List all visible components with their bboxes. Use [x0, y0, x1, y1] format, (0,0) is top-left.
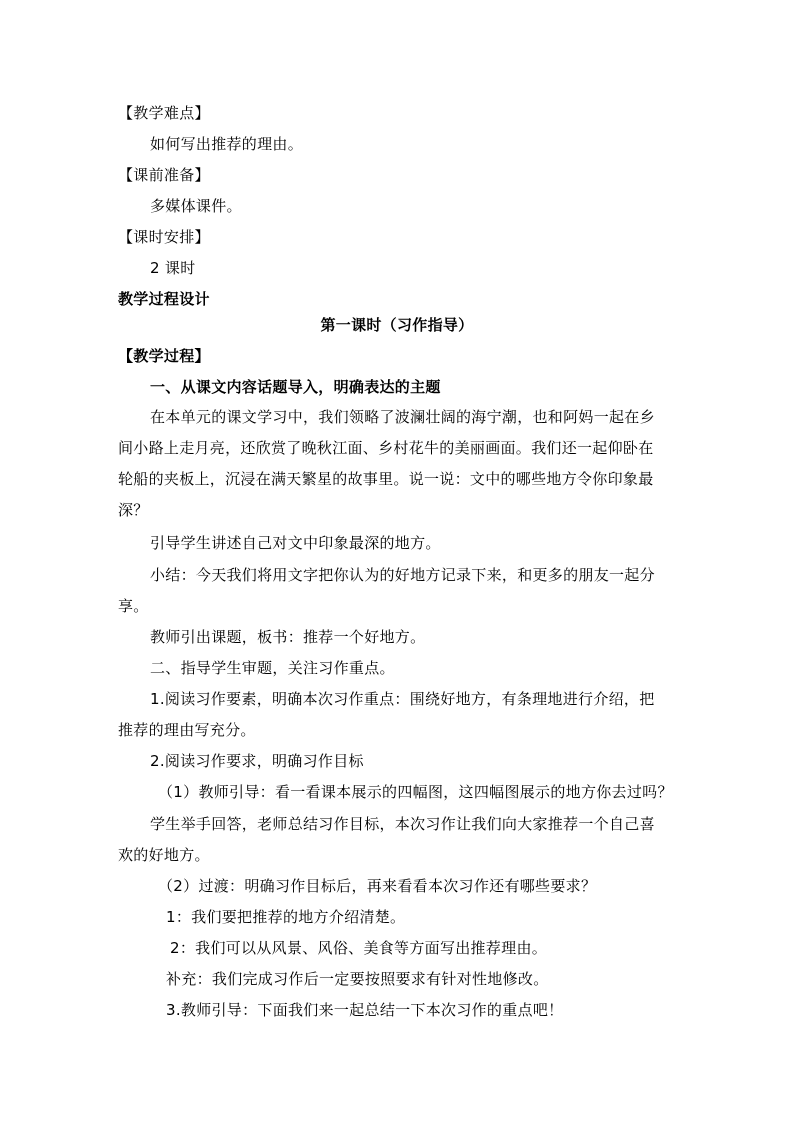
- paragraph-line: 欢的好地方。: [118, 846, 210, 864]
- teaching-difficulty-heading: 【教学难点】: [118, 104, 210, 122]
- lesson-title: 第一课时（习作指导）: [320, 316, 474, 334]
- schedule-text: 2 课时: [150, 259, 196, 277]
- preparation-text: 多媒体课件。: [150, 197, 242, 215]
- paragraph-line: 推荐的理由写充分。: [118, 721, 256, 739]
- paragraph-line: 学生举手回答，老师总结习作目标，本次习作让我们向大家推荐一个自己喜: [150, 815, 655, 833]
- schedule-heading: 【课时安排】: [118, 228, 210, 246]
- paragraph-line: 3.教师引导：下面我们来一起总结一下本次习作的重点吧！: [166, 1001, 564, 1019]
- step1-heading: 一、从课文内容话题导入，明确表达的主题: [150, 378, 441, 396]
- step2-heading: 二、指导学生审题，关注习作重点。: [150, 659, 395, 677]
- preparation-heading: 【课前准备】: [118, 166, 210, 184]
- paragraph-line: 轮船的夹板上，沉浸在满天繁星的故事里。说一说：文中的哪些地方令你印象最: [118, 470, 654, 488]
- paragraph-line: 间小路上走月亮，还欣赏了晚秋江面、乡村花牛的美丽画面。我们还一起仰卧在: [118, 439, 654, 457]
- paragraph-line: 享。: [118, 597, 149, 615]
- paragraph-line: 小结：今天我们将用文字把你认为的好地方记录下来，和更多的朋友一起分: [150, 566, 655, 584]
- paragraph-line: （2）过渡：明确习作目标后，再来看看本次习作还有哪些要求？: [158, 877, 597, 895]
- paragraph-line: （1）教师引导：看一看课本展示的四幅图，这四幅图展示的地方你去过吗？: [158, 783, 673, 801]
- paragraph-line: 在本单元的课文学习中，我们领略了波澜壮阔的海宁潮，也和阿妈一起在乡: [150, 408, 655, 426]
- paragraph-line: 2：我们可以从风景、风俗、美食等方面写出推荐理由。: [170, 939, 548, 957]
- paragraph-line: 引导学生讲述自己对文中印象最深的地方。: [150, 534, 441, 552]
- paragraph-line: 教师引出课题，板书：推荐一个好地方。: [150, 628, 426, 646]
- teaching-difficulty-text: 如何写出推荐的理由。: [150, 135, 304, 153]
- paragraph-line: 1.阅读习作要素，明确本次习作重点：围绕好地方，有条理地进行介绍，把: [150, 690, 655, 708]
- paragraph-line: 补充：我们完成习作后一定要按照要求有针对性地修改。: [166, 970, 549, 988]
- paragraph-line: 1：我们要把推荐的地方介绍清楚。: [166, 908, 406, 926]
- process-heading: 【教学过程】: [118, 347, 210, 365]
- paragraph-line: 深？: [118, 501, 149, 519]
- design-heading: 教学过程设计: [118, 290, 210, 308]
- paragraph-line: 2.阅读习作要求，明确习作目标: [150, 752, 364, 770]
